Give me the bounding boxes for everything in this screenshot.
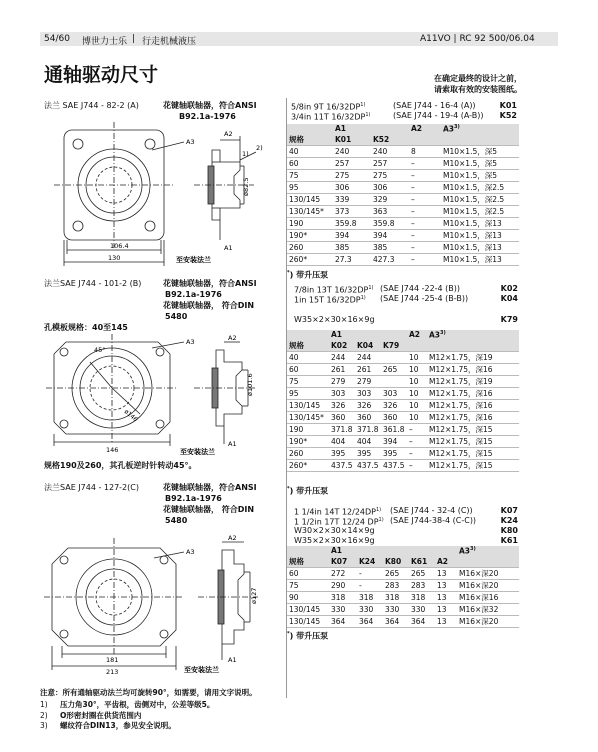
svg-text:至安装法兰: 至安装法兰: [176, 256, 211, 264]
table-row: 130/145 364 364 364 364 13 M16×深20: [287, 615, 519, 627]
table-row: 130/145 330 330 330 330 13 M16×深32: [287, 603, 519, 615]
flange2-bottom-note: 规格190及260，其孔板逆时针转动45°。: [44, 461, 197, 470]
table-row: 260* 437.5 437.5 437.5 – M12×1.75，深15: [287, 459, 519, 471]
table-row: 130/145* 360 360 360 10 M12×1.75，深16: [287, 411, 519, 423]
table-row: 260 385 385 – M10×1.5，深13: [287, 241, 519, 253]
svg-text:至安装法兰: 至安装法兰: [180, 448, 215, 456]
svg-text:A1: A1: [228, 656, 237, 664]
table-row: 60 257 257 – M10×1.5，深5: [287, 157, 519, 169]
table-subheader: 规格 K02 K04 K79: [287, 340, 519, 352]
table-row: 260* 27.3 427.3 – M10×1.5，深13: [287, 253, 519, 265]
svg-text:A1: A1: [224, 244, 233, 252]
section: 行走机械液压: [142, 37, 197, 47]
flange2-label: 法兰SAE J744 - 101-2 (B): [44, 279, 142, 288]
table-k02-k04-k79: [287, 330, 519, 472]
svg-text:至安装法兰: 至安装法兰: [184, 666, 219, 674]
svg-text:A2: A2: [228, 534, 237, 542]
table-subheader: 规格 K07 K24 K80 K61 A2: [287, 556, 519, 568]
table-row: 90 318 318 318 318 13 M16×深16: [287, 591, 519, 603]
svg-text:ø127: ø127: [250, 587, 258, 604]
footer-note: 注意：所有通轴驱动法兰均可旋转90°，如需要，请用文字说明。: [40, 688, 257, 697]
table-header: A1 A3$^{3)}$: [287, 546, 519, 556]
svg-text:2): 2): [256, 144, 263, 152]
boost-note-2: *) 带升压泵: [287, 486, 329, 496]
flange1-label: 法兰 SAE J744 - 82-2 (A): [44, 101, 139, 110]
flange3-hub: 花键轴联轴器，符合ANSI B92.1a-1976 花键轴联轴器， 符合DIN 5480: [163, 483, 257, 525]
svg-text:A1: A1: [228, 440, 237, 448]
table-row: 95 303 303 303 10 M12×1.75，深16: [287, 387, 519, 399]
page-title: 通轴驱动尺寸: [44, 64, 159, 86]
table-row: 130/145 326 326 326 10 M12×1.75，深16: [287, 399, 519, 411]
table-header: A1 A2 A3$^{3)}$: [287, 330, 519, 340]
svg-text:A2: A2: [228, 334, 237, 342]
doc-ref: A11VO | RC 92 500/06.04: [420, 34, 535, 44]
svg-text:A3: A3: [186, 338, 195, 346]
table-k01-k52: [287, 124, 519, 266]
table-row: 190* 404 404 394 – M12×1.75，深15: [287, 435, 519, 447]
table-header: A1 A2 A3$^{3)}$: [287, 124, 519, 134]
table-row: 130/145 339 329 – M10×1.5，深2.5: [287, 193, 519, 205]
svg-text:181: 181: [106, 656, 119, 664]
svg-text:45°: 45°: [94, 346, 106, 354]
table-row: 75 275 275 – M10×1.5，深5: [287, 169, 519, 181]
svg-text:ø82.5: ø82.5: [242, 177, 250, 196]
svg-text:A2: A2: [224, 130, 233, 138]
table-subheader: 规格 K01 K52: [287, 134, 519, 146]
svg-text:213: 213: [106, 668, 119, 676]
table-row: 130/145* 373 363 – M10×1.5，深2.5: [287, 205, 519, 217]
flange3-drawing: [44, 534, 286, 676]
flange3-label: 法兰SAE J744 - 127-2(C): [44, 483, 139, 492]
flange2-drawing: [44, 334, 286, 458]
brand: 博世力士乐: [82, 37, 128, 47]
svg-text:ø101.6: ø101.6: [246, 373, 254, 396]
table-row: 40 244 244 10 M12×1.75，深19: [287, 351, 519, 363]
page-header: 54/60 博世力士乐 | 行走机械液压 A11VO | RC 92 500/06.04: [0, 0, 598, 46]
t2-spec: 7/8in 13T 16/32DP$^{1)}$ (SAE J744 -22-4 (B)) K02 1in 15T 16/32DP$^{1)}$ (SAE J744 -25-4 (B-B)) K04 W35×2×30×16×9g K79: [294, 284, 518, 324]
svg-text:1): 1): [242, 150, 249, 158]
boost-note-1: *) 带升压泵: [287, 270, 329, 280]
table-row: 260 395 395 395 – M12×1.75，深15: [287, 447, 519, 459]
table-row: 40 240 240 8 M10×1.5，深5: [287, 145, 519, 157]
svg-text:A3: A3: [186, 138, 195, 146]
page-number: 54/60: [44, 34, 70, 44]
flange1-hub: 花键轴联轴器，符合ANSI B92.1a-1976: [163, 101, 257, 121]
svg-text:106.4: 106.4: [110, 242, 129, 250]
table-row: 75 279 279 10 M12×1.75，深19: [287, 375, 519, 387]
table-row: 190 371.8 371.8 361.8 – M12×1.75，深15: [287, 423, 519, 435]
table-row: 60 261 261 265 10 M12×1.75，深16: [287, 363, 519, 375]
flange2-hole-note: 孔模板规格：40至145: [44, 323, 128, 332]
t1-spec: 5/8in 9T 16/32DP$^{1)}$ (SAE J744 - 16-4 (A)) K01 3/4in 11T 16/32DP$^{1)}$ (SAE J744 - 19-4 (A-B)) K52: [291, 101, 517, 122]
svg-text:ø146: ø146: [122, 408, 139, 424]
table-row: 75 290 - 283 283 13 M16×深20: [287, 579, 519, 591]
svg-text:146: 146: [106, 446, 119, 454]
table-row: 190* 394 394 – M10×1.5，深13: [287, 229, 519, 241]
svg-text:130: 130: [108, 254, 121, 262]
flange1-drawing: [44, 122, 286, 272]
table-k07-k24-k80-k61: [287, 546, 519, 628]
flange2-hub: 花键轴联轴器，符合ANSI B92.1a-1976 花键轴联轴器， 符合DIN 5480: [163, 279, 257, 321]
svg-text:A3: A3: [186, 548, 195, 556]
footnotes: 1) 压力角30°，平齿根，齿侧对中，公差等级5。 2) O形密封圈在供货范围内 3) 螺纹符合DIN13，参见安全说明。: [40, 700, 215, 730]
boost-note-3: *) 带升压泵: [287, 631, 329, 641]
table-row: 190 359.8 359.8 – M10×1.5，深13: [287, 217, 519, 229]
table-row: 95 306 306 – M10×1.5，深2.5: [287, 181, 519, 193]
table-row: 60 272 - 265 265 13 M16×深20: [287, 567, 519, 579]
t3-spec: 1 1/4in 14T 12/24DP$^{1)}$ (SAE J744 - 32-4 (C)) K07 1 1/2in 17T 12/24 DP$^{1)}$ (SAE J744-38-4 (C-C)) K24 W30×2×30×14×9g K80 W35×2×30×16×9g K61: [294, 506, 518, 545]
design-note: 在确定最终的设计之前， 请索取有效的安装图纸。: [434, 74, 522, 94]
